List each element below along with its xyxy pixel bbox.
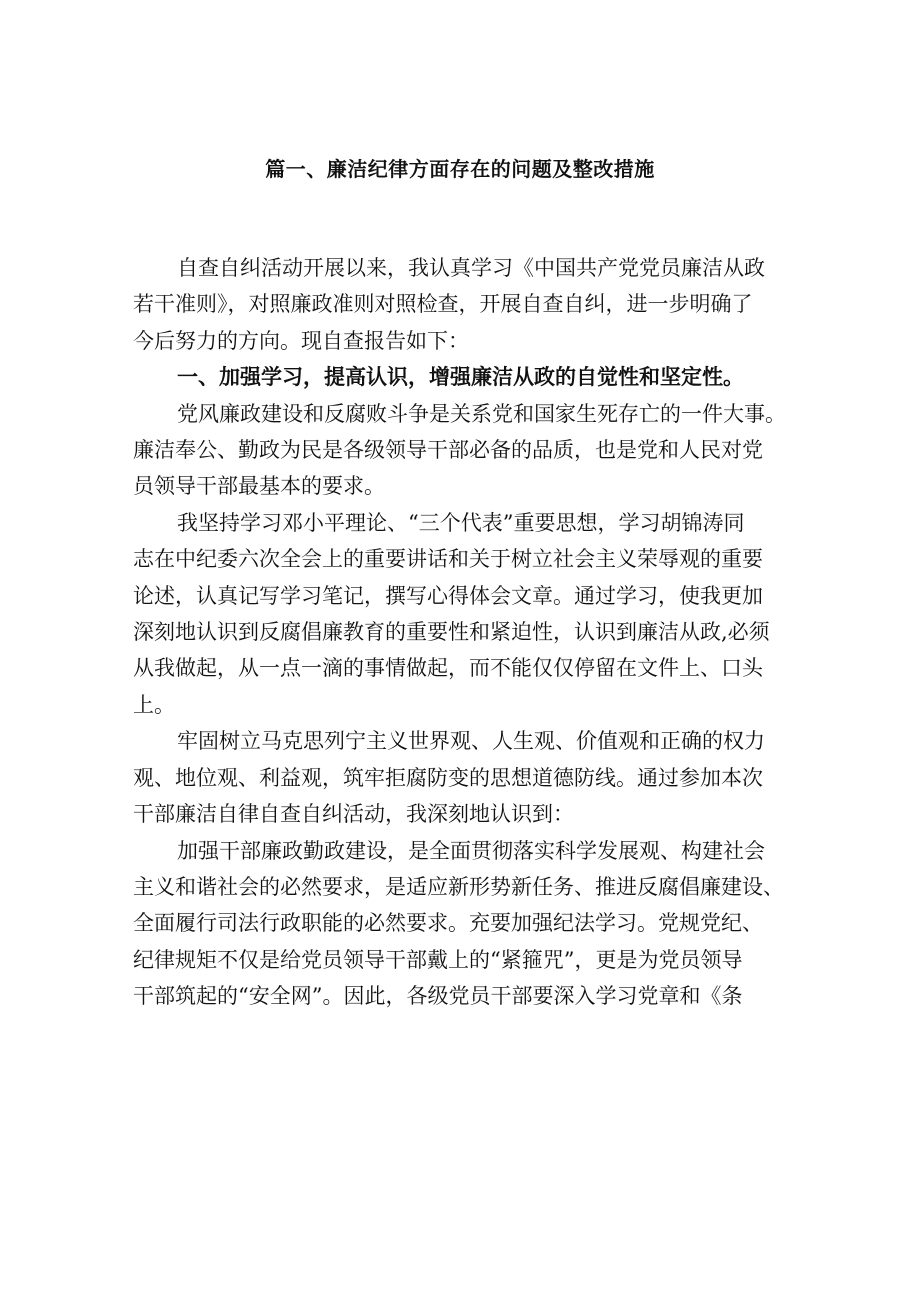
paragraph-line: 纪律规矩不仅是给党员领导干部戴上的“紧箍咒”，更是为党员领导 (133, 947, 743, 972)
paragraph-line: 廉洁奉公、勤政为民是各级领导干部必备的品质，也是党和人民对党 (133, 438, 763, 463)
paragraph-line: 主义和谐社会的必然要求，是适应新形势新任务、推进反腐倡廉建设、 (133, 874, 784, 899)
document-title: 篇一、廉洁纪律方面存在的问题及整改措施 (265, 157, 655, 181)
paragraph-line: 志在中纪委六次全会上的重要讲话和关于树立社会主义荣辱观的重要 (133, 547, 763, 572)
paragraph-line: 党风廉政建设和反腐败斗争是关系党和国家生死存亡的一件大事。 (177, 401, 786, 426)
paragraph-line: 若干准则》，对照廉政准则对照检查，开展自查自纠，进一步明确了 (133, 292, 753, 317)
paragraph-line: 从我做起，从一点一滴的事情做起，而不能仅仅停留在文件上、口头 (133, 656, 763, 681)
paragraph-line: 全面履行司法行政职能的必然要求。充要加强纪法学习。党规党纪、 (133, 911, 763, 936)
paragraph-line: 上。 (133, 692, 175, 717)
paragraph-line: 加强干部廉政勤政建设，是全面贯彻落实科学发展观、构建社会 (177, 838, 765, 863)
paragraph-line: 自查自纠活动开展以来，我认真学习《中国共产党党员廉洁从政 (177, 256, 765, 280)
paragraph-line: 员领导干部最基本的要求。 (133, 474, 385, 499)
section-heading-line: 一、加强学习，提高认识，增强廉洁从政的自觉性和坚定性。 (177, 364, 744, 390)
paragraph-line: 深刻地认识到反腐倡廉教育的重要性和紧迫性，认识到廉洁从政,必须 (133, 620, 770, 645)
paragraph-line: 干部筑起的“安全网”。因此，各级党员干部要深入学习党章和《条 (133, 984, 743, 1009)
paragraph-line: 干部廉洁自律自查自纠活动，我深刻地认识到： (133, 802, 574, 827)
paragraph-line: 牢固树立马克思列宁主义世界观、人生观、价值观和正确的权力 (177, 729, 765, 754)
paragraph-line: 观、地位观、利益观，筑牢拒腐防变的思想道德防线。通过参加本次 (133, 765, 763, 790)
paragraph-line: 我坚持学习邓小平理论、“三个代表”重要思想，学习胡锦涛同 (177, 510, 745, 535)
paragraph-line: 论述，认真记写学习笔记，撰写心得体会文章。通过学习，使我更加 (133, 583, 763, 608)
document-body (133, 250, 793, 1015)
paragraph-line: 今后努力的方向。现自查报告如下： (133, 328, 469, 353)
